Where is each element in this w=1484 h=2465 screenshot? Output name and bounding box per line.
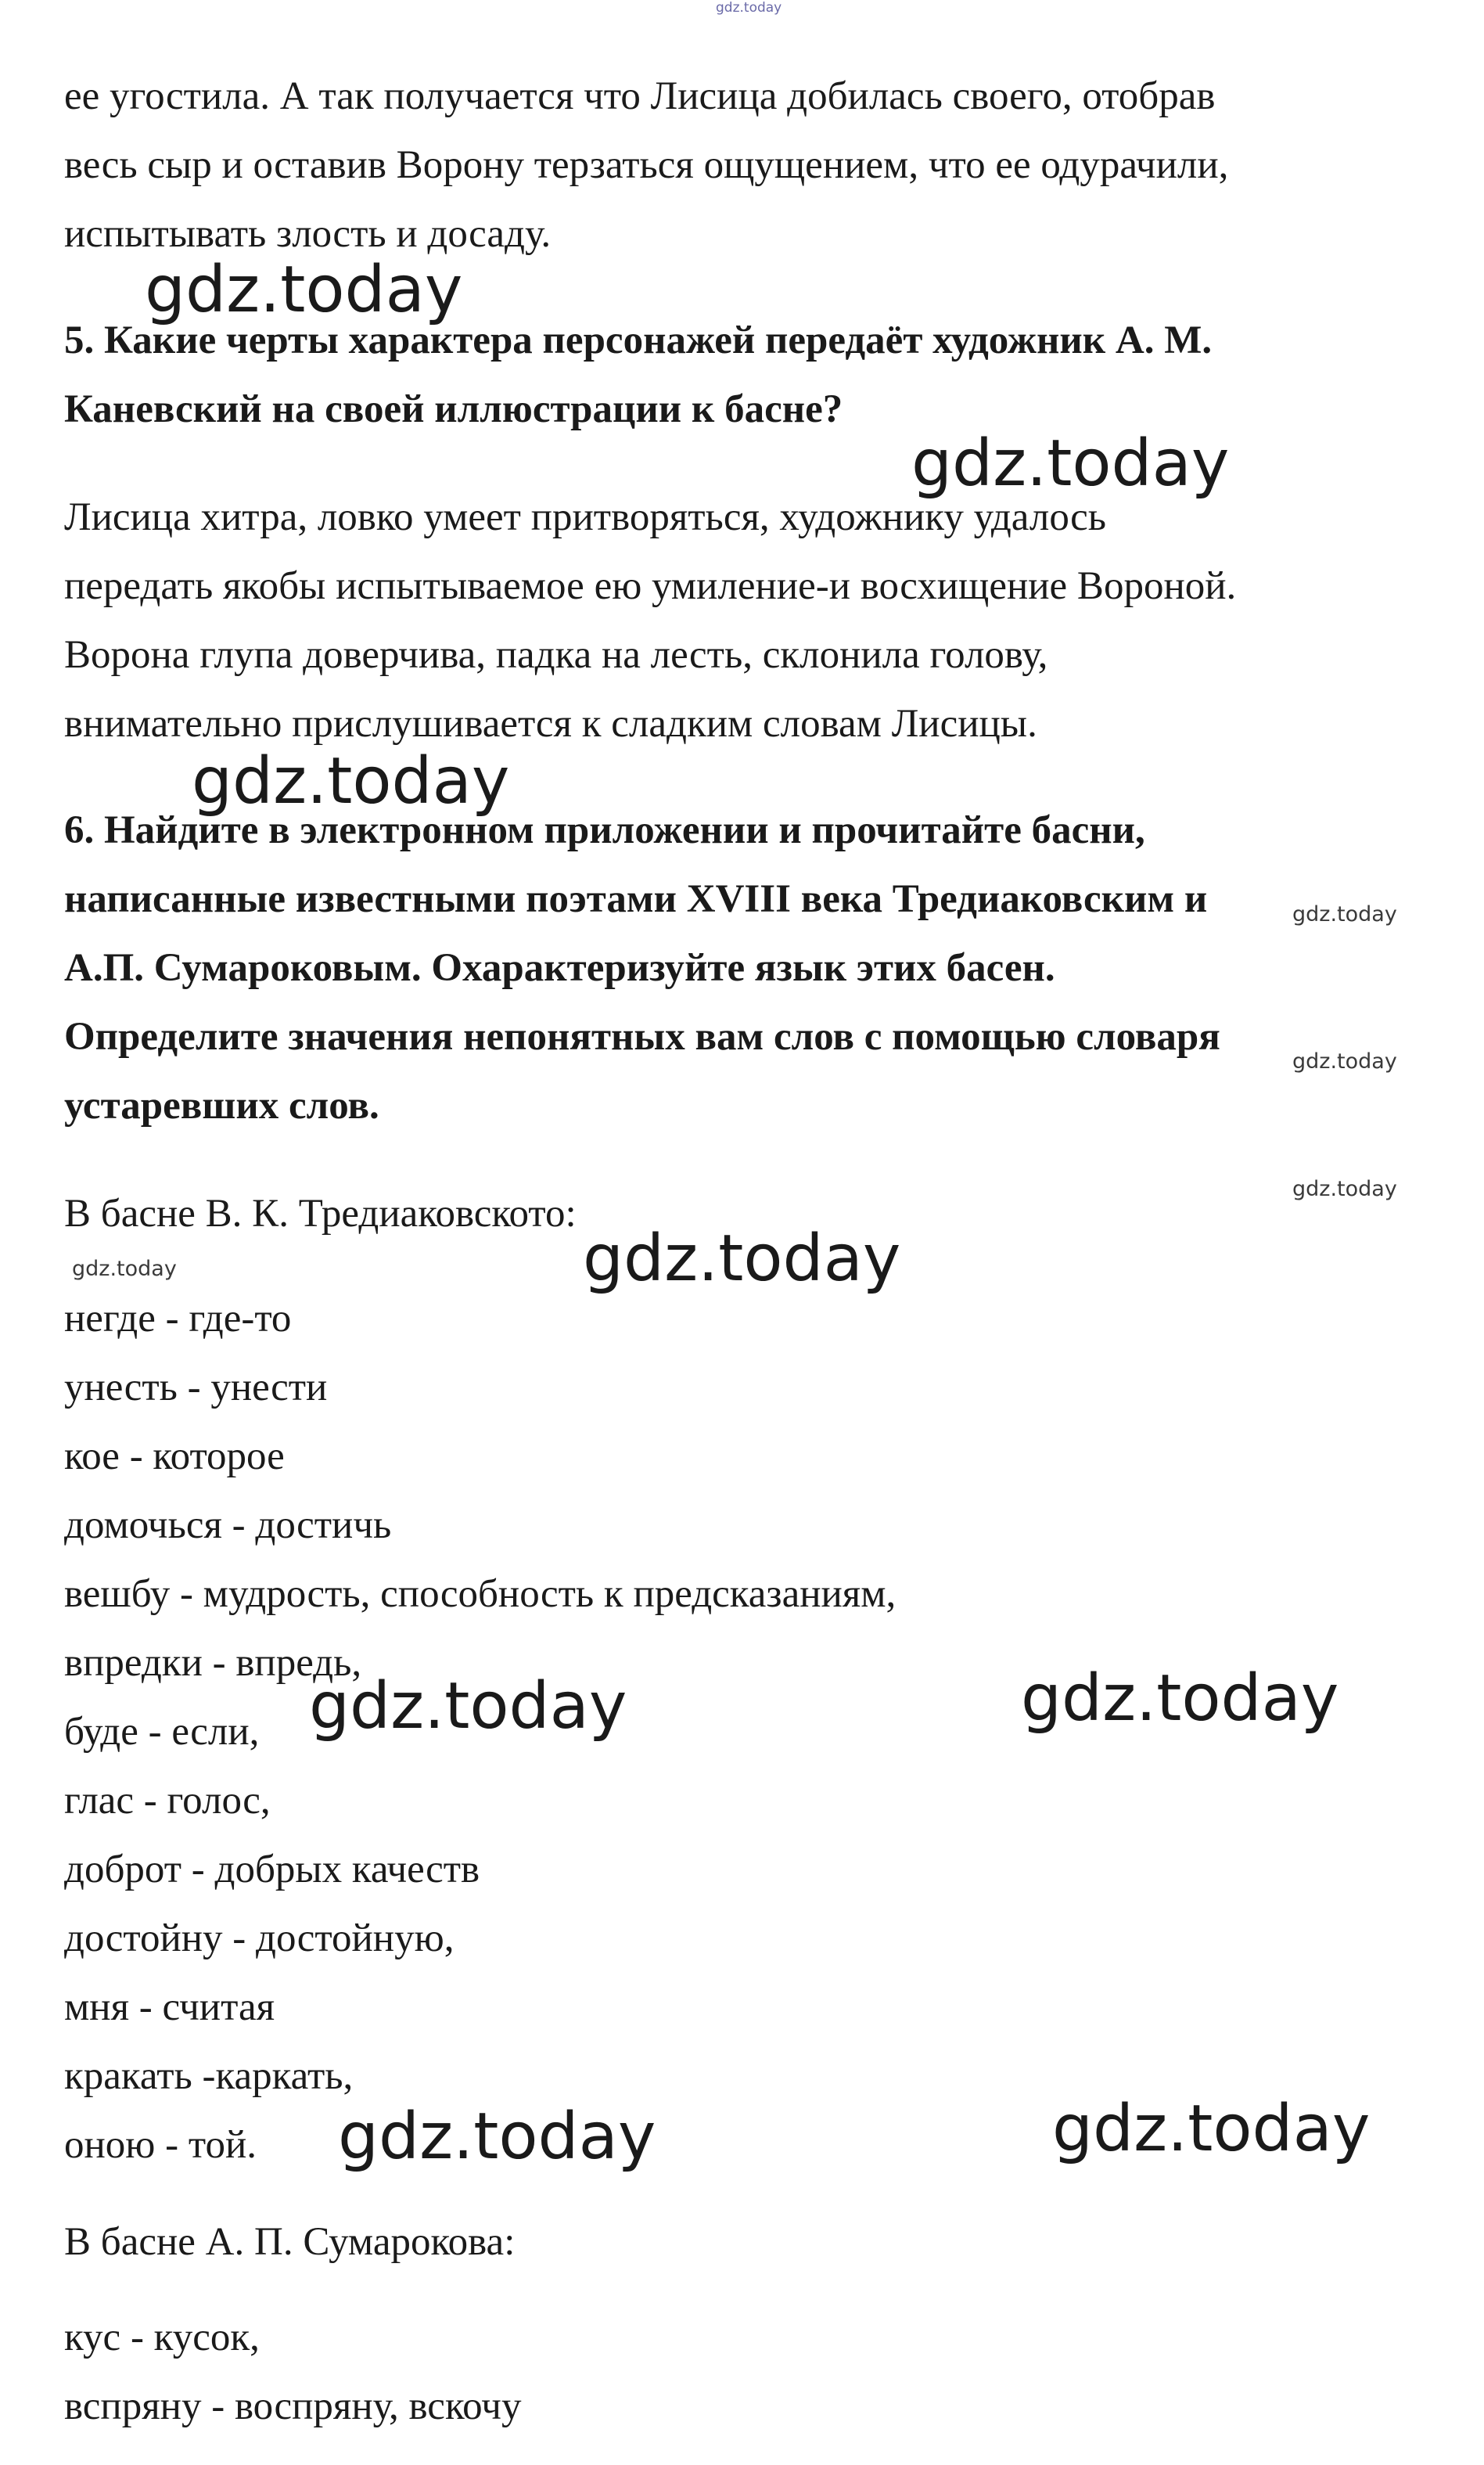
glossary-item: вешбу - мудрость, способность к предсказаниям, <box>64 1572 897 1616</box>
trediakovsky-heading: В басне В. К. Тредиаковското: <box>64 1192 577 1236</box>
question-6-line: А.П. Сумароковым. Охарактеризуйте язык этих басен. <box>64 946 1055 990</box>
question-6-line: написанные известными поэтами XVIII века Тредиаковским и <box>64 877 1208 921</box>
answer-5-line: Ворона глупа доверчива, падка на лесть, склонила голову, <box>64 633 1048 677</box>
glossary-item: кракать -каркать, <box>64 2054 354 2098</box>
glossary-item: кус - кусок, <box>64 2316 260 2359</box>
watermark: gdz.today <box>583 1222 901 1296</box>
watermark-small: gdz.today <box>72 1257 177 1281</box>
watermark: gdz.today <box>145 253 463 327</box>
glossary-item: кое - которое <box>64 1434 285 1478</box>
glossary-item: достойну - достойную, <box>64 1916 455 1960</box>
watermark: gdz.today <box>192 744 510 819</box>
glossary-item: негде - где-то <box>64 1297 292 1340</box>
glossary-item: оною - той. <box>64 2123 257 2167</box>
watermark-small: gdz.today <box>1292 1049 1397 1074</box>
glossary-item: вспряну - воспряну, вскочу <box>64 2384 522 2428</box>
watermark: gdz.today <box>309 1669 627 1743</box>
watermark: gdz.today <box>1052 2092 1371 2166</box>
glossary-item: глас - голос, <box>64 1779 271 1823</box>
header-watermark: gdz.today <box>716 0 782 16</box>
question-6-line: 6. Найдите в электронном приложении и прочитайте басни, <box>64 808 1145 852</box>
question-5-line: Каневский на своей иллюстрации к басне? <box>64 387 843 431</box>
answer-5-line: передать якобы испытываемое ею умиление-и восхищение Вороной. <box>64 564 1237 608</box>
watermark: gdz.today <box>911 426 1230 501</box>
glossary-item: домочься - достичь <box>64 1503 392 1547</box>
question-6-line: устаревших слов. <box>64 1084 379 1128</box>
paragraph-line: весь сыр и оставив Ворону терзаться ощущением, что ее одурачили, <box>64 143 1229 187</box>
paragraph-line: ее угостила. А так получается что Лисица добилась своего, отобрав <box>64 74 1216 118</box>
glossary-item: мня - считая <box>64 1985 275 2029</box>
watermark-small: gdz.today <box>1292 1177 1397 1201</box>
paragraph-line: испытывать злость и досаду. <box>64 212 552 256</box>
glossary-item: буде - если, <box>64 1710 260 1754</box>
glossary-item: впредки - впредь, <box>64 1641 362 1685</box>
watermark: gdz.today <box>1021 1661 1339 1736</box>
watermark-small: gdz.today <box>1292 902 1397 927</box>
question-6-line: Определите значения непонятных вам слов с помощью словаря <box>64 1015 1220 1059</box>
question-5-line: 5. Какие черты характера персонажей передаёт художник А. М. <box>64 318 1213 362</box>
glossary-item: унесть - унести <box>64 1366 328 1409</box>
sumarokov-heading: В басне А. П. Сумарокова: <box>64 2220 516 2264</box>
glossary-item: доброт - добрых качеств <box>64 1848 480 1891</box>
watermark: gdz.today <box>338 2100 656 2174</box>
answer-5-line: Лисица хитра, ловко умеет притворяться, художнику удалось <box>64 495 1107 539</box>
answer-5-line: внимательно прислушивается к сладким словам Лисицы. <box>64 702 1037 746</box>
